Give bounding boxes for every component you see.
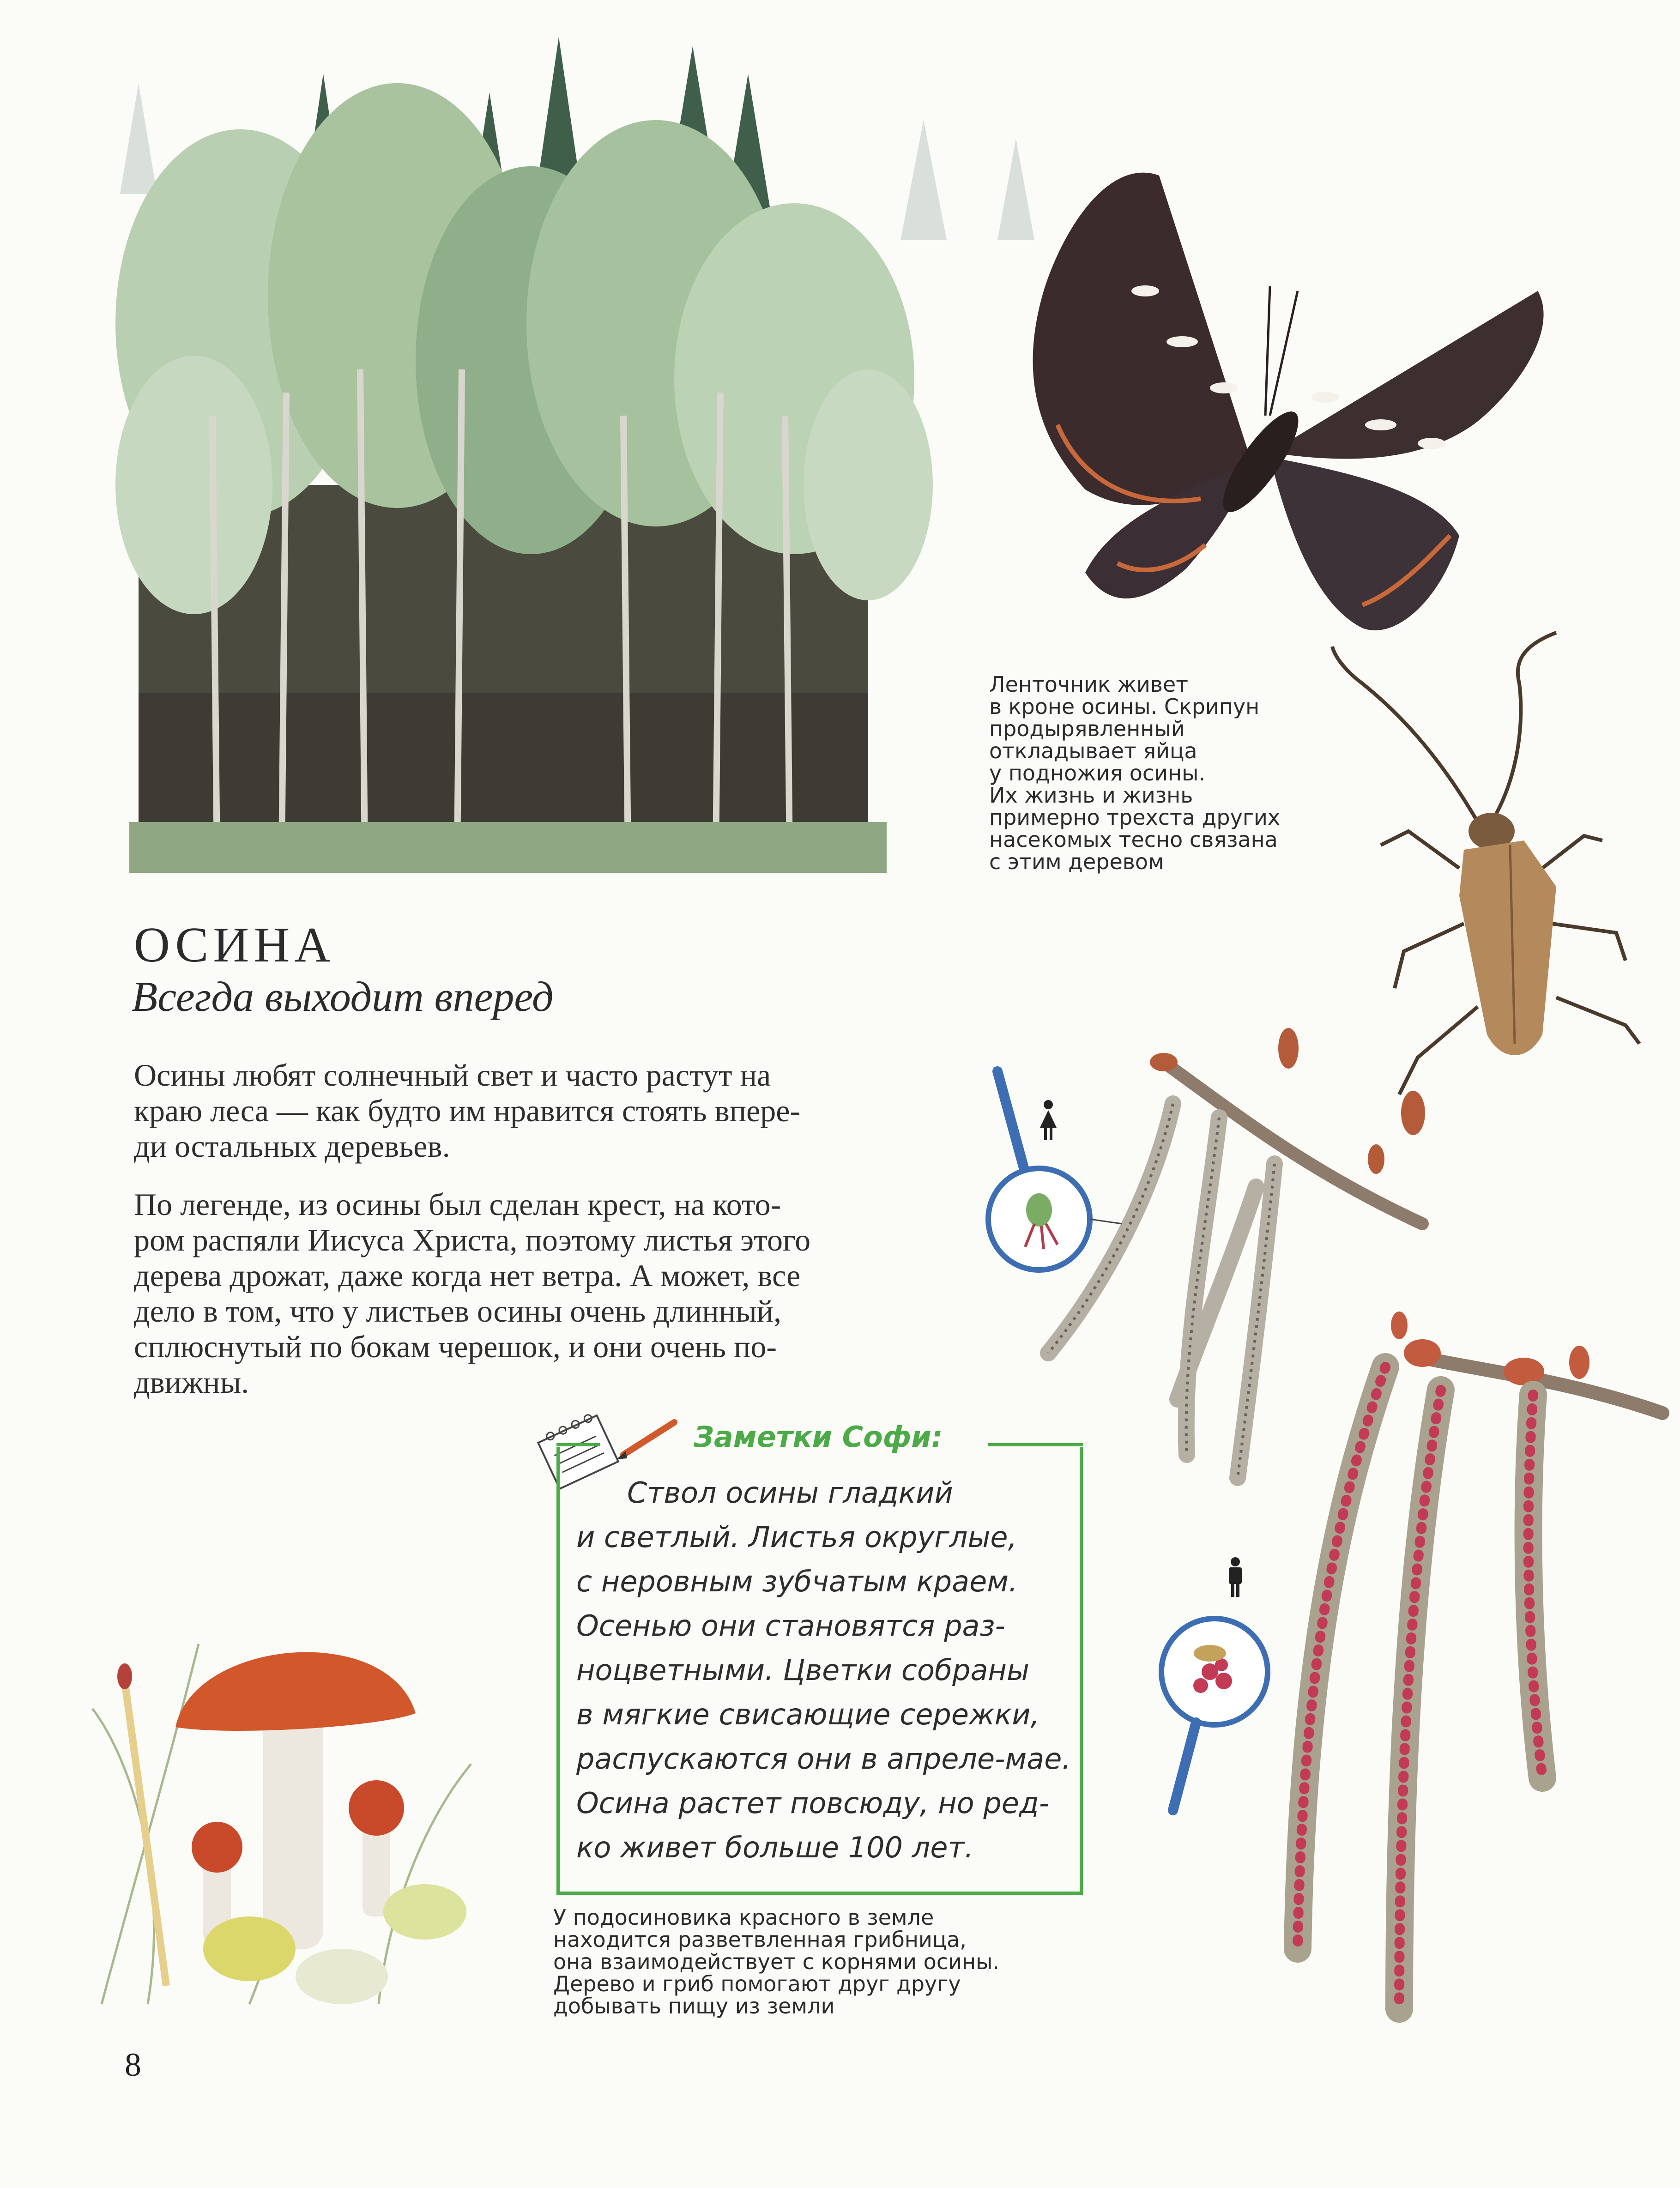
caption-line: У подосиновика красного в земле	[553, 1905, 934, 1930]
notes-line: распускаются они в апреле-мае.	[576, 1742, 1071, 1776]
caption-line: в кроне осины. Скрипун	[989, 694, 1260, 719]
notes-border-top-left	[556, 1443, 600, 1446]
notes-line: Осенью они становятся раз-	[576, 1609, 1005, 1643]
female-symbol-icon	[1039, 1099, 1058, 1141]
caption-line: Ленточник живет	[989, 672, 1189, 697]
sophie-notes-header: Заметки Софи:	[688, 1420, 949, 1454]
notes-line: ко живет больше 100 лет.	[576, 1831, 974, 1864]
paragraph-line: движны.	[134, 1365, 249, 1400]
caption-line: находится разветвленная грибница,	[553, 1927, 967, 1952]
butterfly-illustration	[993, 139, 1570, 656]
notes-line: ноцветными. Цветки собраны	[576, 1653, 1029, 1687]
paragraph-line: Осины любят солнечный свет и часто растут на	[134, 1058, 771, 1093]
magnifier-female-flower-icon	[1141, 1607, 1288, 1829]
caption-line: примерно трехста других	[989, 805, 1281, 830]
caption-line: добывать пищу из земли	[553, 1994, 835, 2019]
aspen-female-catkins-illustration	[1247, 1293, 1662, 2055]
caption-line: Дерево и гриб помогают друг другу	[553, 1971, 961, 1996]
paragraph-line: По легенде, из осины был сделан крест, на кото-	[134, 1187, 781, 1222]
aspen-forest-illustration	[0, 0, 970, 901]
caption-line: продырявленный	[989, 716, 1185, 741]
paragraph-line: краю леса — как будто им нравится стоять впере-	[134, 1093, 801, 1128]
paragraph-line: сплюснутый по бокам черешок, и они очень по-	[134, 1329, 777, 1364]
notes-line: и светлый. Листья округлые,	[576, 1520, 1017, 1554]
intro-paragraph	[134, 1058, 947, 1164]
paragraph-line: дело в том, что у листьев осины очень длинный,	[134, 1293, 782, 1329]
mushroom-caption	[553, 1906, 999, 2017]
red-cap-mushroom-illustration	[55, 1589, 554, 2050]
caption-line: откладывает яйца	[989, 738, 1197, 763]
beetle-illustration	[1325, 628, 1649, 1118]
caption-line: она взаимодействует с корнями осины.	[553, 1949, 1000, 1974]
legend-paragraph	[134, 1187, 947, 1400]
paragraph-line: дерева дрожат, даже когда нет ветра. А может, все	[134, 1258, 801, 1293]
insects-caption	[989, 673, 1280, 873]
page-title: ОСИНА	[134, 918, 335, 973]
notes-line: Осина растет повсюду, но ред-	[576, 1786, 1050, 1820]
male-symbol-icon	[1226, 1556, 1245, 1598]
page-number: 8	[125, 2046, 141, 2083]
caption-line: с этим деревом	[989, 849, 1164, 874]
sophie-notes-text	[576, 1471, 1075, 1870]
notes-line: в мягкие свисающие сережки,	[576, 1698, 1040, 1731]
notes-line: с неровным зубчатым краем.	[576, 1565, 1018, 1598]
caption-line: Их жизнь и жизнь	[989, 783, 1193, 808]
caption-line: насекомых тесно связана	[989, 827, 1278, 852]
notes-border-top-right	[988, 1443, 1083, 1446]
magnifier-male-flower-icon	[970, 1062, 1108, 1275]
paragraph-line: ди остальных деревьев.	[134, 1129, 450, 1164]
notes-line: Ствол осины гладкий	[627, 1476, 953, 1510]
caption-line: у подножия осины.	[989, 761, 1206, 786]
paragraph-line: ром распяли Иисуса Христа, поэтому листья этого	[134, 1222, 811, 1257]
page-subtitle: Всегда выходит вперед	[132, 973, 554, 1020]
